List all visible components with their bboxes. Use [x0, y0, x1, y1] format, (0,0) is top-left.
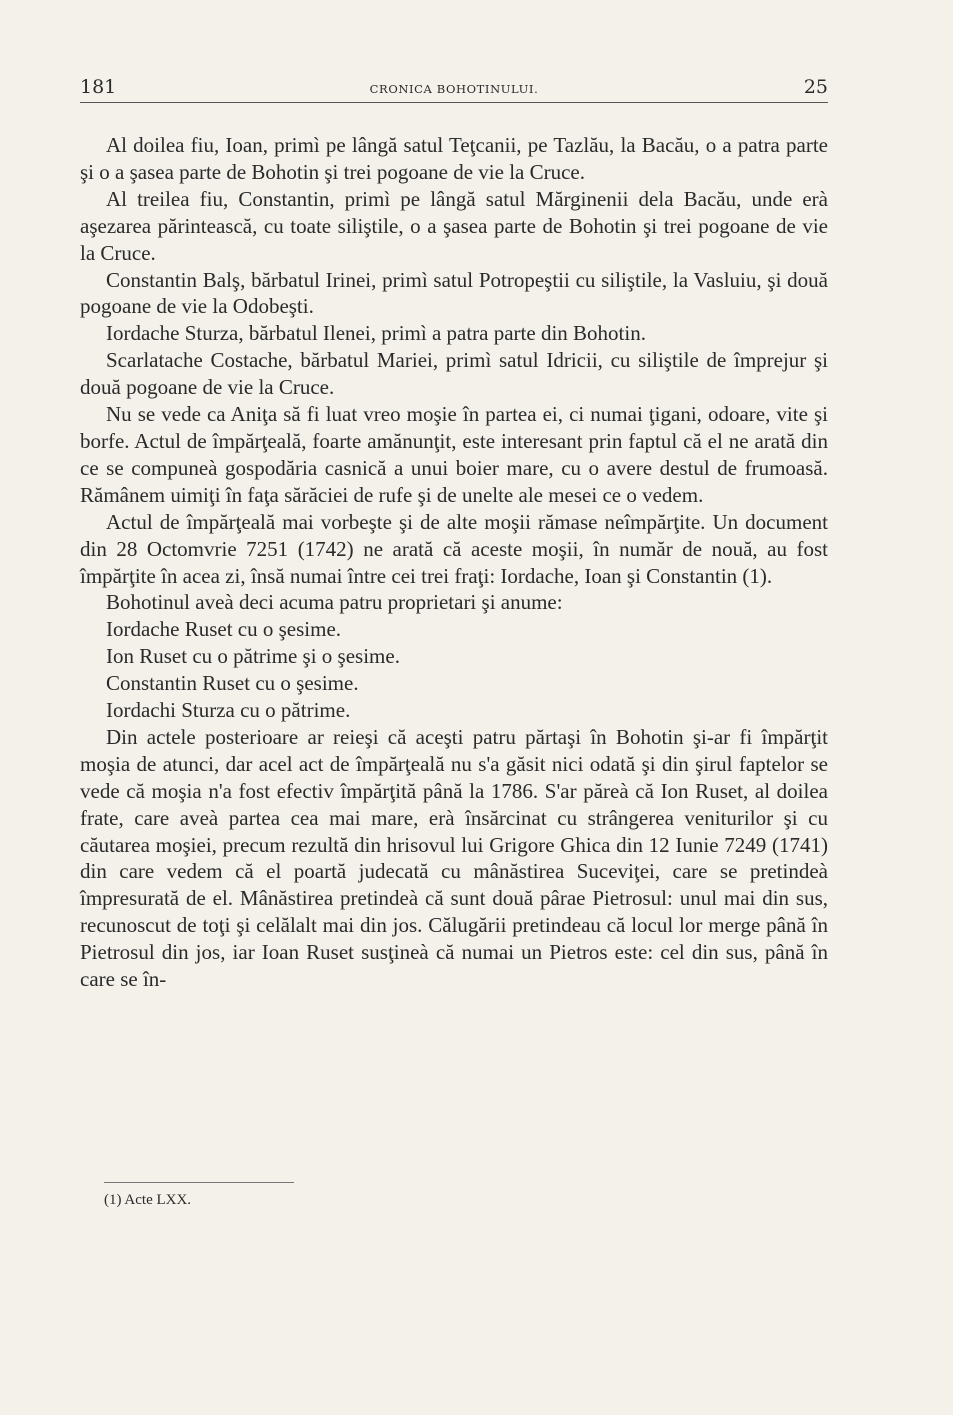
body-text — [80, 132, 828, 993]
paragraph: Iordache Sturza, bărbatul Ilenei, primì a patra parte din Bohotin. — [106, 321, 646, 346]
running-title: CRONICA BOHOTINULUI. — [369, 82, 539, 96]
paragraph: Al treilea fiu, Constantin, primì pe lângă satul Mărginenii dela Bacău, unde erà aşezarea părintească, cu toate siliştile, o a şasea parte de Bohotin şi trei pogoane de vie la Cruce. — [80, 186, 828, 265]
paragraph: Iordachi Sturza cu o pătrime. — [106, 698, 351, 723]
paragraph: Nu se vede ca Aniţa să fi luat vreo moşie în partea ei, ci numai ţigani, odoare, vite şi borfe. Actul de împărţeală, foarte amănunţit, este interesant prin faptul că el ne arată din ce se compuneà gospodăria casnică a unui boier mare, cu o avere destul de frumoasă. Rămânem uimiţi în faţa sărăciei de rufe şi de unelte ale mesei ce o vedem. — [80, 402, 828, 507]
paragraph: Scarlatache Costache, bărbatul Mariei, primì satul Idricii, cu siliştile de împrejur şi două pogoane de vie la Cruce. — [80, 348, 828, 400]
paragraph: Al doilea fiu, Ioan, primì pe lângă satul Teţcanii, pe Tazlău, la Bacău, o a patra parte şi o a şasea parte de Bohotin şi trei pogoane de vie la Cruce. — [80, 133, 828, 184]
paragraph: Constantin Balş, bărbatul Irinei, primì satul Potropeştii cu siliştile, la Vasluiu, şi două pogoane de vie la Odobeşti. — [80, 267, 828, 319]
paragraph: Constantin Ruset cu o şesime. — [106, 671, 359, 696]
footnote-rule — [104, 1182, 294, 1183]
paragraph: Iordache Ruset cu o şesime. — [106, 617, 342, 642]
paragraph: Actul de împărţeală mai vorbeşte şi de alte moşii rămase neîmpărţite. Un document din 28 Octomvrie 7251 (1742) ne arată că aceste moşii, în număr de nouă, au fost împărţite în acea zi, însă numai între cei trei fraţi: Iordache, Ioan şi Constantin (1). — [80, 509, 828, 588]
paragraph: Bohotinul aveà deci acuma patru proprietari şi anume: — [106, 590, 563, 615]
page-number-left: 181 — [80, 76, 117, 98]
footnote: (1) Acte LXX. — [104, 1192, 192, 1208]
paragraph: Din actele posterioare ar reieşi că aceşti patru părtaşi în Bohotin şi-ar fi împărţit moşia de atunci, dar acel act de împărţeală nu s'a găsit nici odată şi din şirul faptelor se vede că moşia n'a fost efectiv împărţită până la 1786. S'ar păreà că Ion Ruset, al doilea frate, care aveà partea cea mai mare, erà însărcinat cu strângerea veniturilor şi cu căutarea moşiei, precum rezultă din hrisovul lui Grigore Ghica din 12 Iunie 7249 (1741) din care vedem că el poartă judecată cu mânăstirea Suceviţei, care se pretindeà împresurată de el. Mânăstirea pretindeà că sunt două pârae Pietrosul: unul mai din sus, recunoscut de toţi şi celălalt mai din jos. Călugării pretindeau că locul lor merge până în Pietrosul din jos, iar Ioan Ruset susţineà că numai un Pietros este: cel din sus, până în care se în- — [80, 724, 828, 992]
page-number-right: 25 — [803, 76, 828, 98]
paragraph: Ion Ruset cu o pătrime şi o şesime. — [106, 644, 400, 669]
running-header — [80, 76, 828, 103]
